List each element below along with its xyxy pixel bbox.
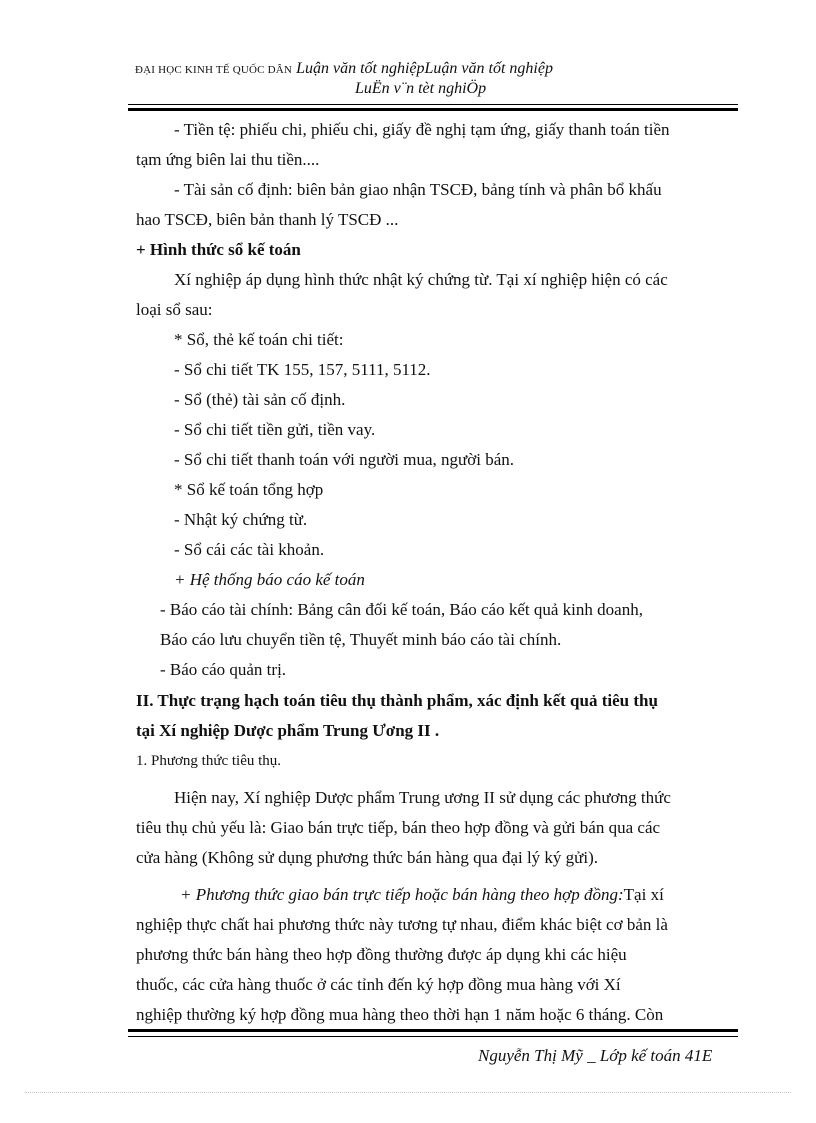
- section-heading: 1. Phương thức tiêu thụ.: [136, 753, 282, 769]
- body-line: nghiệp thực chất hai phương thức này tương tự nhau, điểm khác biệt cơ bản là: [136, 915, 668, 934]
- method-label: + Phương thức giao bán trực tiếp hoặc bán hàng theo hợp đồng:: [180, 885, 624, 904]
- list-item: - Sổ chi tiết tiền gửi, tiền vay.: [174, 420, 376, 439]
- list-item: - Sổ chi tiết TK 155, 157, 5111, 5112.: [174, 360, 431, 379]
- subsection-heading: + Hệ thống báo cáo kế toán: [174, 570, 365, 589]
- list-item: * Sổ kế toán tổng hợp: [174, 480, 324, 499]
- body-line: hao TSCĐ, biên bản thanh lý TSCĐ ...: [136, 210, 399, 229]
- body-line: loại sổ sau:: [136, 300, 213, 319]
- header-school: ĐẠI HỌC KINH TẾ QUỐC DÂN: [135, 64, 293, 76]
- body-line: [180, 883, 664, 907]
- method-text: Tại xí: [623, 885, 664, 904]
- page-edge-divider: [25, 1092, 791, 1093]
- chapter-heading: II. Thực trạng hạch toán tiêu thụ thành phẩm, xác định kết quả tiêu thụ: [136, 691, 658, 710]
- body-line: - Tài sản cố định: biên bản giao nhận TSCĐ, bảng tính và phân bổ khấu: [174, 180, 662, 199]
- body-line: Xí nghiệp áp dụng hình thức nhật ký chứng từ. Tại xí nghiệp hiện có các: [174, 270, 668, 289]
- section-heading: + Hình thức sổ kế toán: [136, 240, 301, 259]
- list-item: * Sổ, thẻ kế toán chi tiết:: [174, 330, 344, 349]
- body-line: nghiệp thường ký hợp đồng mua hàng theo thời hạn 1 năm hoặc 6 tháng. Còn: [136, 1005, 664, 1024]
- header-rule-thick: [128, 108, 738, 111]
- list-item: - Nhật ký chứng từ.: [174, 510, 308, 529]
- body-line: - Báo cáo tài chính: Bảng cân đối kế toán, Báo cáo kết quả kinh doanh,: [160, 600, 643, 619]
- body-line: tạm ứng biên lai thu tiền....: [136, 150, 320, 169]
- list-item: - Sổ cái các tài khoản.: [174, 540, 325, 559]
- footer-author: Nguyễn Thị Mỹ _ Lớp kế toán 41E: [478, 1046, 713, 1065]
- footer-rule-thin: [128, 1036, 738, 1037]
- body-line: thuốc, các cửa hàng thuốc ở các tỉnh đến ký hợp đồng mua hàng với Xí: [136, 975, 621, 994]
- header-title-garbled: LuËn v¨n tèt nghiÖp: [355, 80, 487, 97]
- list-item: - Sổ (thẻ) tài sản cố định.: [174, 390, 346, 409]
- footer-rule-thick: [128, 1029, 738, 1032]
- body-line: phương thức bán hàng theo hợp đồng thường được áp dụng khi các hiệu: [136, 945, 627, 964]
- list-item: - Sổ chi tiết thanh toán với người mua, người bán.: [174, 450, 515, 469]
- header-title: Luận văn tốt nghiệpLuận văn tốt nghiệp: [296, 60, 553, 77]
- chapter-heading: tại Xí nghiệp Dược phẩm Trung Ương II .: [136, 721, 440, 740]
- body-line: - Tiền tệ: phiếu chi, phiếu chi, giấy đề nghị tạm ứng, giấy thanh toán tiền: [174, 120, 670, 139]
- body-line: - Báo cáo quản trị.: [160, 660, 287, 679]
- body-line: cửa hàng (Không sử dụng phương thức bán hàng qua đại lý ký gửi).: [136, 848, 599, 867]
- page-header: [135, 58, 735, 81]
- body-line: Hiện nay, Xí nghiệp Dược phẩm Trung ương II sử dụng các phương thức: [174, 788, 671, 807]
- header-rule-thin: [128, 104, 738, 105]
- body-line: Báo cáo lưu chuyển tiền tệ, Thuyết minh báo cáo tài chính.: [160, 630, 562, 649]
- body-line: tiêu thụ chủ yếu là: Giao bán trực tiếp, bán theo hợp đồng và gửi bán qua các: [136, 818, 661, 837]
